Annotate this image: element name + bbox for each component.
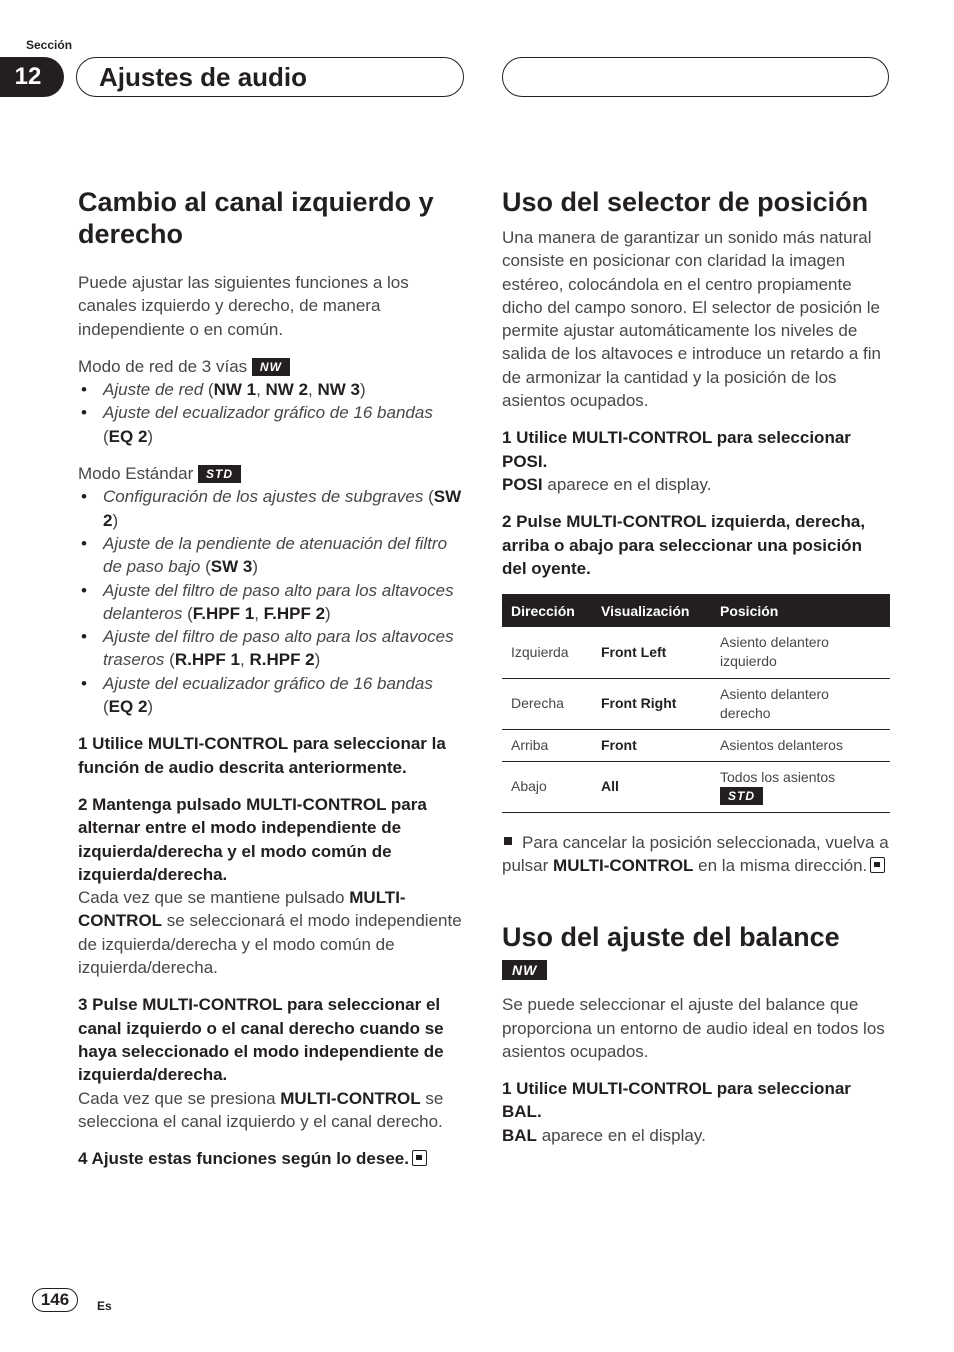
position-step-2: 2 Pulse MULTI-CONTROL izquierda, derecha, arriba o abajo para seleccionar una posición del oyente.: [502, 512, 866, 578]
note-post: en la misma dirección.: [698, 855, 868, 875]
left-step-2: 2 Mantenga pulsado MULTI-CONTROL para alternar entre el modo independiente de izquierda/derecha y el modo común de izquierda/derecha.: [78, 794, 427, 884]
row-display: All: [592, 761, 711, 812]
function-code: SW 2: [103, 487, 462, 530]
right-heading-position: Uso del selector de posición: [502, 187, 869, 217]
bal-display-desc: aparece en el display.: [541, 1125, 706, 1145]
row-position-text: Todos los asientos: [720, 768, 836, 785]
row-position: Asientos delanteros: [711, 729, 890, 761]
balance-heading-text: Uso del ajuste del balance: [502, 922, 840, 953]
nw-mode-label: Modo de red de 3 vías: [78, 356, 248, 376]
col-header-display: Visualización: [592, 594, 711, 627]
list-item: • Ajuste del ecualizador gráfico de 16 bandas (EQ 2): [78, 672, 464, 719]
left-step-3: 3 Pulse MULTI-CONTROL para seleccionar el canal izquierdo o el canal derecho cuando se haya seleccionado el modo independiente de izquierda/derecha.: [78, 995, 444, 1085]
nw-mode-line: [78, 355, 464, 378]
function-code: R.HPF 2: [249, 650, 315, 670]
list-item-text: Ajuste de red: [103, 380, 204, 400]
table-row: [502, 627, 890, 678]
list-item: • Configuración de los ajustes de subgraves (SW 2): [78, 485, 464, 532]
left-step-4: [78, 1147, 464, 1170]
step3-body-post: se selecciona el canal izquierdo y el canal derecho.: [78, 1088, 444, 1131]
col-header-direction: Dirección: [502, 594, 592, 627]
balance-step-1-body: [502, 1124, 890, 1147]
step3-body-bold: MULTI-CONTROL: [280, 1088, 421, 1108]
cancel-note: [502, 831, 890, 878]
balance-step-1: 1 Utilice MULTI-CONTROL para seleccionar BAL.: [502, 1079, 851, 1122]
function-code: NW 1: [213, 380, 257, 400]
table-row: [502, 678, 890, 729]
end-of-section-icon: [870, 857, 885, 873]
list-item-text: Ajuste del ecualizador gráfico de 16 bandas: [103, 403, 433, 423]
row-position: Asiento delantero derecho: [711, 678, 890, 729]
list-item: • Ajuste del filtro de paso alto para los altavoces delanteros (F.HPF 1, F.HPF 2): [78, 579, 464, 626]
row-display: Front: [592, 729, 711, 761]
nw-badge: NW: [252, 358, 290, 376]
list-item-text: Ajuste del ecualizador gráfico de 16 bandas: [103, 673, 433, 693]
std-function-list: [78, 485, 464, 718]
note-bold: MULTI-CONTROL: [553, 855, 694, 875]
step2-body-post: se seleccionará el modo independiente de izquierda/derecha y el modo común de izquierda/derecha.: [78, 911, 462, 978]
std-mode-label: Modo Estándar: [78, 464, 194, 484]
chapter-title: Ajustes de audio: [76, 57, 464, 97]
right-heading-balance: [502, 921, 890, 985]
row-direction: Arriba: [502, 729, 592, 761]
section-number: 12: [0, 57, 64, 97]
step3-body-pre: Cada vez que se presiona: [78, 1088, 276, 1108]
list-item-text: Configuración de los ajustes de subgraves: [103, 487, 424, 507]
function-code: F.HPF 2: [263, 603, 326, 623]
list-item-text: Ajuste del filtro de paso alto para los altavoces traseros: [103, 627, 454, 670]
page-number: 146: [32, 1288, 78, 1312]
row-display: Front Right: [592, 678, 711, 729]
left-step-4-text: 4 Ajuste estas funciones según lo desee.: [78, 1149, 409, 1169]
function-code: NW 3: [317, 380, 360, 400]
blank-header-pill: [502, 57, 889, 97]
left-heading: Cambio al canal izquierdo y derecho: [78, 187, 434, 249]
row-direction: Derecha: [502, 678, 592, 729]
nw-function-list: [78, 378, 464, 448]
std-badge: STD: [198, 465, 241, 483]
nw-badge-heading: NW: [502, 960, 547, 980]
row-display: Front Left: [592, 627, 711, 678]
row-direction: Izquierda: [502, 627, 592, 678]
position-intro: Una manera de garantizar un sonido más natural consiste en posicionar con claridad la imagen estéreo, colocándola en el centro propiamente dicho del campo sonoro. El selector de posición le permite ajustar automáticamente los niveles de salida de los altavoces e introduce un retardo a fin de armonizar la cantidad y la posición de los asientos ocupados.: [502, 228, 881, 411]
position-table-header: [502, 594, 890, 627]
function-code: R.HPF 1: [174, 650, 240, 670]
position-step-1-body: [502, 473, 890, 496]
position-step-1: 1 Utilice MULTI-CONTROL para seleccionar POSI.: [502, 428, 851, 471]
section-label: Sección: [26, 38, 73, 52]
step2-body-pre: Cada vez que se mantiene pulsado: [78, 888, 345, 908]
end-of-section-icon: [412, 1150, 427, 1166]
table-row: [502, 729, 890, 761]
left-intro: Puede ajustar las siguientes funciones a los canales izquierdo y derecho, de manera independiente o en común.: [78, 273, 409, 339]
list-item: • Ajuste del filtro de paso alto para los altavoces traseros (R.HPF 1, R.HPF 2): [78, 625, 464, 672]
row-direction: Abajo: [502, 761, 592, 812]
list-item-text: Ajuste del filtro de paso alto para los altavoces delanteros: [103, 580, 454, 623]
position-table: [502, 594, 890, 813]
left-step-1: 1 Utilice MULTI-CONTROL para seleccionar la función de audio descrita anteriormente.: [78, 734, 446, 777]
std-badge-table: STD: [720, 787, 763, 805]
left-column: [78, 186, 464, 1170]
row-position: Asiento delantero izquierdo: [711, 627, 890, 678]
list-item-text: Ajuste de la pendiente de atenuación del filtro de paso bajo: [103, 533, 448, 577]
row-position: [711, 761, 890, 812]
bal-display-text: BAL: [502, 1125, 537, 1145]
list-item: • Ajuste de la pendiente de atenuación del filtro de paso bajo (SW 3): [78, 532, 464, 579]
note-pre: Para cancelar la posición seleccionada, vuelva a pulsar: [502, 832, 889, 875]
col-header-position: Posición: [711, 594, 890, 627]
posi-display-desc: aparece en el display.: [547, 474, 712, 494]
std-mode-line: [78, 462, 464, 485]
left-step-3-body: [78, 1087, 464, 1134]
left-step-2-body: [78, 886, 464, 979]
right-column: [502, 186, 890, 1147]
list-item: • Ajuste del ecualizador gráfico de 16 bandas (EQ 2): [78, 401, 464, 448]
note-square-icon: [504, 837, 512, 845]
list-item: • Ajuste de red (NW 1, NW 2, NW 3): [78, 378, 464, 401]
table-row: [502, 761, 890, 812]
function-code: SW 3: [210, 557, 253, 577]
balance-intro: Se puede seleccionar el ajuste del balance que proporciona un entorno de audio ideal en todos los asientos ocupados.: [502, 995, 885, 1061]
function-code: NW 2: [265, 380, 309, 400]
posi-display-text: POSI: [502, 474, 543, 494]
language-code: Es: [97, 1299, 112, 1313]
step2-body-bold: MULTI-CONTROL: [78, 888, 406, 931]
function-code: F.HPF 1: [192, 603, 255, 623]
function-code: EQ 2: [108, 426, 148, 446]
function-code: EQ 2: [108, 697, 148, 717]
